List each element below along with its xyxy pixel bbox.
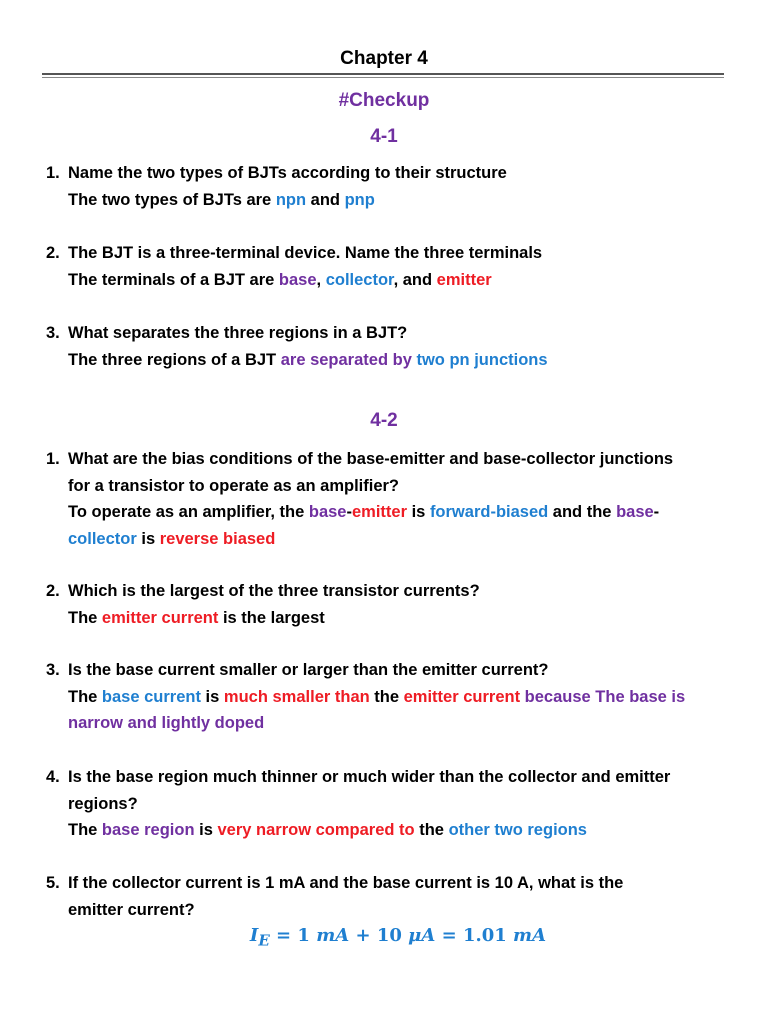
answer-segment: is bbox=[136, 529, 160, 548]
answer-segment: base bbox=[278, 270, 317, 289]
question-text: Is the base current smaller or larger than the emitter current? bbox=[68, 661, 549, 679]
answer-segment: and bbox=[306, 190, 345, 209]
answer-line bbox=[68, 605, 736, 632]
answer-line bbox=[68, 347, 736, 374]
answer-segment: base bbox=[616, 503, 654, 521]
answer-segment: The three regions of a BJT bbox=[68, 350, 281, 369]
question-body bbox=[68, 764, 736, 844]
formula-plus: + bbox=[349, 925, 377, 946]
question-item bbox=[46, 578, 736, 631]
question-text: If the collector current is 1 mA and the base current is 10 A, what is the bbox=[68, 874, 624, 892]
formula-unit: mA bbox=[513, 925, 547, 946]
question-text: emitter current? bbox=[68, 900, 195, 919]
question-text: for a transistor to operate as an amplifier? bbox=[68, 476, 399, 495]
answer-segment: - bbox=[346, 503, 352, 521]
answer-line bbox=[68, 710, 736, 737]
question-item bbox=[46, 764, 736, 844]
answer-segment: very narrow compared to bbox=[217, 821, 415, 839]
question-item bbox=[46, 870, 736, 923]
question-text: What separates the three regions in a BJT? bbox=[68, 324, 408, 342]
checkup-heading: #Checkup bbox=[338, 90, 430, 111]
formula-term: 10 bbox=[376, 925, 409, 946]
answer-segment: npn bbox=[275, 190, 307, 209]
answer-segment: , bbox=[316, 270, 326, 289]
answer-segment: reverse biased bbox=[159, 529, 276, 548]
answer-segment: - bbox=[653, 503, 660, 521]
answer-line bbox=[68, 187, 736, 214]
answer-segment: emitter current bbox=[101, 608, 219, 627]
answer-segment: The bbox=[68, 687, 102, 706]
title-rule-thin bbox=[42, 77, 724, 78]
answer-segment: emitter bbox=[436, 270, 492, 289]
question-body bbox=[68, 160, 736, 213]
question-body bbox=[68, 446, 736, 552]
question-text: Name the two types of BJTs according to their structure bbox=[68, 164, 507, 182]
question-number: 4. bbox=[46, 768, 60, 786]
formula-equals: = bbox=[269, 925, 298, 946]
answer-segment: The terminals of a BJT are bbox=[68, 270, 279, 289]
answer-segment: The two types of BJTs are bbox=[68, 190, 276, 209]
answer-segment: is bbox=[200, 687, 224, 706]
answer-segment: are separated by bbox=[280, 350, 417, 369]
question-body bbox=[68, 870, 736, 923]
question-number: 3. bbox=[46, 661, 60, 679]
answer-segment: base bbox=[308, 503, 347, 521]
chapter-title: Chapter 4 bbox=[340, 48, 428, 69]
answer-segment: To operate as an amplifier, the bbox=[68, 503, 309, 521]
question-number: 1. bbox=[46, 164, 60, 182]
question-body bbox=[68, 240, 736, 293]
question-item bbox=[46, 160, 736, 213]
title-rule bbox=[42, 73, 724, 75]
answer-segment: pnp bbox=[344, 190, 375, 209]
answer-segment: is the largest bbox=[218, 608, 325, 627]
question-item bbox=[46, 657, 736, 737]
answer-line bbox=[68, 684, 736, 711]
answer-segment: The bbox=[68, 608, 102, 627]
formula-unit: mA bbox=[316, 925, 350, 946]
question-body bbox=[68, 578, 736, 631]
formula-subscript: E bbox=[258, 931, 270, 950]
question-number: 3. bbox=[46, 324, 60, 342]
question-body bbox=[68, 320, 736, 373]
answer-segment: because The base is bbox=[520, 687, 686, 706]
answer-line bbox=[68, 499, 736, 526]
answer-segment: is bbox=[407, 503, 430, 521]
section-heading-4-2: 4-2 bbox=[370, 410, 398, 431]
answer-segment: collector bbox=[68, 529, 137, 548]
answer-segment: base current bbox=[101, 687, 201, 706]
answer-segment: base region bbox=[101, 821, 195, 839]
question-text: Is the base region much thinner or much wider than the collector and emitter bbox=[68, 768, 671, 786]
answer-segment: the bbox=[369, 687, 404, 706]
question-number: 2. bbox=[46, 582, 60, 600]
answer-line bbox=[68, 526, 736, 553]
question-item bbox=[46, 320, 736, 373]
answer-segment: emitter current bbox=[403, 687, 521, 706]
question-text: What are the bias conditions of the base-emitter and base-collector junctions bbox=[68, 450, 674, 468]
question-text: regions? bbox=[68, 794, 138, 813]
answer-line bbox=[68, 817, 736, 844]
answer-segment: collector bbox=[325, 270, 394, 289]
emitter-current-formula bbox=[0, 922, 768, 955]
answer-segment: emitter bbox=[351, 503, 407, 521]
question-item bbox=[46, 446, 736, 552]
formula-term: 1.01 bbox=[462, 925, 514, 946]
answer-segment: forward-biased bbox=[429, 503, 549, 521]
answer-segment: The bbox=[68, 821, 102, 839]
question-number: 2. bbox=[46, 244, 60, 262]
question-text: Which is the largest of the three transistor currents? bbox=[68, 582, 480, 600]
answer-segment: and the bbox=[548, 503, 617, 521]
question-text: The BJT is a three-terminal device. Name the three terminals bbox=[68, 244, 543, 262]
answer-segment: two pn junctions bbox=[416, 350, 548, 369]
answer-segment: narrow and lightly doped bbox=[68, 714, 265, 732]
formula-unit: μA bbox=[408, 925, 436, 946]
question-number: 1. bbox=[46, 450, 60, 468]
answer-segment: the bbox=[414, 821, 449, 839]
answer-segment: other two regions bbox=[448, 821, 587, 839]
question-item bbox=[46, 240, 736, 293]
answer-segment: is bbox=[194, 821, 218, 839]
answer-segment: much smaller than bbox=[223, 687, 370, 706]
question-body bbox=[68, 657, 736, 737]
question-number: 5. bbox=[46, 874, 60, 892]
formula-symbol: I bbox=[249, 925, 259, 946]
answer-line bbox=[68, 267, 736, 294]
formula-equals: = bbox=[435, 925, 463, 946]
section-heading-4-1: 4-1 bbox=[370, 126, 398, 147]
answer-segment: , and bbox=[393, 270, 437, 289]
formula-term: 1 bbox=[297, 925, 317, 946]
